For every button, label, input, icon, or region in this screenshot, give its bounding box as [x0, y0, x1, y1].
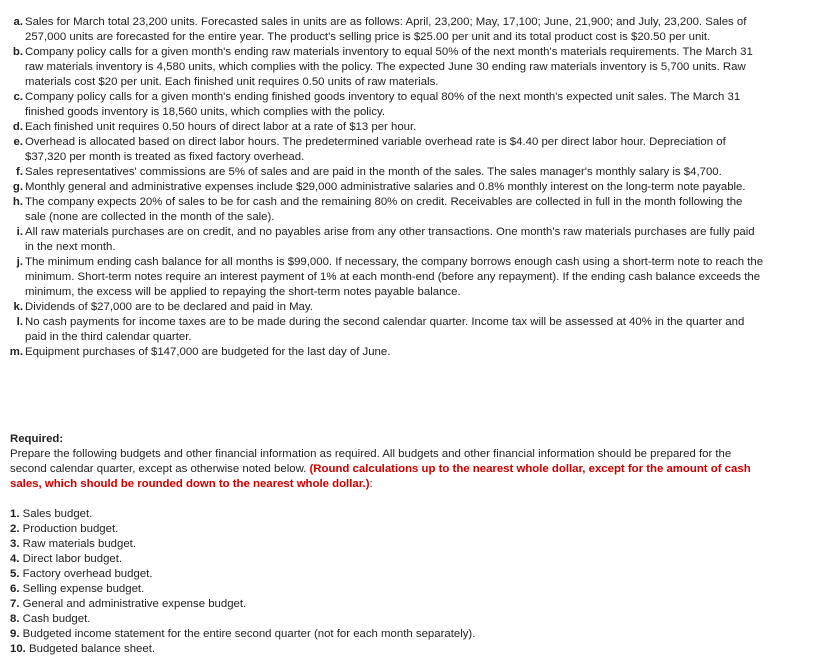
fact-item: [0, 90, 765, 120]
task-text: Direct labor budget.: [22, 553, 123, 565]
task-number: 10.: [10, 643, 26, 655]
task-item: [10, 597, 475, 612]
fact-text: Company policy calls for a given month's ending finished goods inventory to equal 80% of the next month's expected unit sales. The March 31 finished goods inventory is 18,560 units, which complies with the policy.: [25, 91, 741, 118]
rounding-note: (Round calculations up to the nearest whole dollar, except for the amount of cash sales, which should be rounded down to the nearest whole dollar.): [10, 463, 751, 490]
task-text: Budgeted balance sheet.: [29, 643, 156, 655]
fact-item: [0, 15, 765, 45]
fact-label: e.: [13, 136, 23, 148]
fact-text: Company policy calls for a given month's ending raw materials inventory to equal 50% of the next month's materials requirements. The March 31 raw materials inventory is 4,580 units, which complies with the policy. The expected June 30 ending raw materials inventory is 5,700 units. Raw materials cost $20 per unit. Each finished unit requires 0.50 units of raw materials.: [25, 46, 753, 88]
task-number: 2.: [10, 523, 20, 535]
task-text: Raw materials budget.: [22, 538, 136, 550]
fact-item: [0, 345, 765, 360]
fact-label: c.: [13, 91, 23, 103]
fact-text: Dividends of $27,000 are to be declared and paid in May.: [25, 301, 313, 313]
task-number: 4.: [10, 553, 20, 565]
fact-label: b.: [12, 46, 23, 58]
fact-item: [0, 225, 765, 255]
fact-label: h.: [12, 196, 23, 208]
fact-item: [0, 45, 765, 90]
task-number: 5.: [10, 568, 20, 580]
fact-text: The minimum ending cash balance for all months is $99,000. If necessary, the company borrows enough cash using a short-term note to reach the minimum. Short-term notes require an interest payment of 1% at each month-end (before any repayment). If the ending cash balance exceeds the minimum, the excess will be applied to repaying the short-term notes payable balance.: [25, 256, 764, 298]
task-number: 6.: [10, 583, 20, 595]
task-item: [10, 582, 475, 597]
required-heading: Required:: [10, 433, 64, 445]
fact-text: The company expects 20% of sales to be for cash and the remaining 80% on credit. Receivables are collected in full in the month following the sale (none are collected in the month of the sale).: [25, 196, 743, 223]
task-item: [10, 567, 475, 582]
task-item: [10, 507, 475, 522]
fact-label: d.: [12, 121, 23, 133]
task-item: [10, 522, 475, 537]
fact-label: g.: [12, 181, 23, 193]
task-item: [10, 552, 475, 567]
fact-text: Sales representatives' commissions are 5% of sales and are paid in the month of the sales. The sales manager's monthly salary is $4,700.: [25, 166, 722, 178]
task-number: 3.: [10, 538, 20, 550]
task-item: [10, 612, 475, 627]
instructions-text: Prepare the following budgets and other financial information as required. All budgets and other financial information should be prepared for the second calendar quarter, except as otherwise noted below.: [10, 448, 732, 475]
fact-item: [0, 255, 765, 300]
fact-text: Overhead is allocated based on direct labor hours. The predetermined variable overhead rate is $4.40 per direct labor hour. Depreciation of $37,320 per month is treated as fixed factory overhead.: [25, 136, 726, 163]
task-number: 8.: [10, 613, 20, 625]
fact-label: m.: [9, 346, 23, 358]
task-text: Cash budget.: [22, 613, 91, 625]
fact-item: [0, 165, 765, 180]
fact-label: j.: [16, 256, 23, 268]
fact-text: All raw materials purchases are on credit, and no payables arise from any other transactions. One month's raw materials purchases are fully paid in the next month.: [25, 226, 755, 253]
fact-label: f.: [16, 166, 23, 178]
required-section: [10, 432, 755, 492]
task-text: Factory overhead budget.: [22, 568, 153, 580]
task-number: 7.: [10, 598, 20, 610]
task-number: 9.: [10, 628, 20, 640]
required-instructions: [10, 447, 755, 492]
task-item: [10, 537, 475, 552]
fact-item: [0, 135, 765, 165]
task-item: [10, 642, 475, 657]
task-item: [10, 627, 475, 642]
task-number: 1.: [10, 508, 20, 520]
task-text: Budgeted income statement for the entire second quarter (not for each month separately).: [22, 628, 476, 640]
fact-label: l.: [16, 316, 23, 328]
fact-text: Sales for March total 23,200 units. Forecasted sales in units are as follows: April, 23,200; May, 17,100; June, 21,900; and July, 23,200. Sales of 257,000 units are forecasted for the entire year. The product's selling price is $25.00 per unit and its total product cost is $20.50 per unit.: [25, 16, 747, 43]
task-text: Production budget.: [22, 523, 119, 535]
tasks-list: [10, 507, 475, 657]
fact-item: [0, 120, 765, 135]
fact-label: a.: [13, 16, 23, 28]
fact-text: Equipment purchases of $147,000 are budgeted for the last day of June.: [25, 346, 391, 358]
fact-item: [0, 300, 765, 315]
task-text: Selling expense budget.: [22, 583, 145, 595]
fact-label: k.: [13, 301, 23, 313]
fact-text: Each finished unit requires 0.50 hours of direct labor at a rate of $13 per hour.: [25, 121, 417, 133]
task-text: Sales budget.: [22, 508, 93, 520]
fact-label: i.: [16, 226, 23, 238]
fact-item: [0, 195, 765, 225]
fact-item: [0, 315, 765, 345]
colon: :: [369, 478, 373, 490]
fact-text: No cash payments for income taxes are to be made during the second calendar quarter. Income tax will be assessed at 40% in the quarter and paid in the third calendar quarter.: [25, 316, 745, 343]
facts-list: [0, 15, 765, 360]
fact-item: [0, 180, 765, 195]
task-text: General and administrative expense budget.: [22, 598, 247, 610]
fact-text: Monthly general and administrative expenses include $29,000 administrative salaries and 0.8% monthly interest on the long-term note payable.: [25, 181, 746, 193]
